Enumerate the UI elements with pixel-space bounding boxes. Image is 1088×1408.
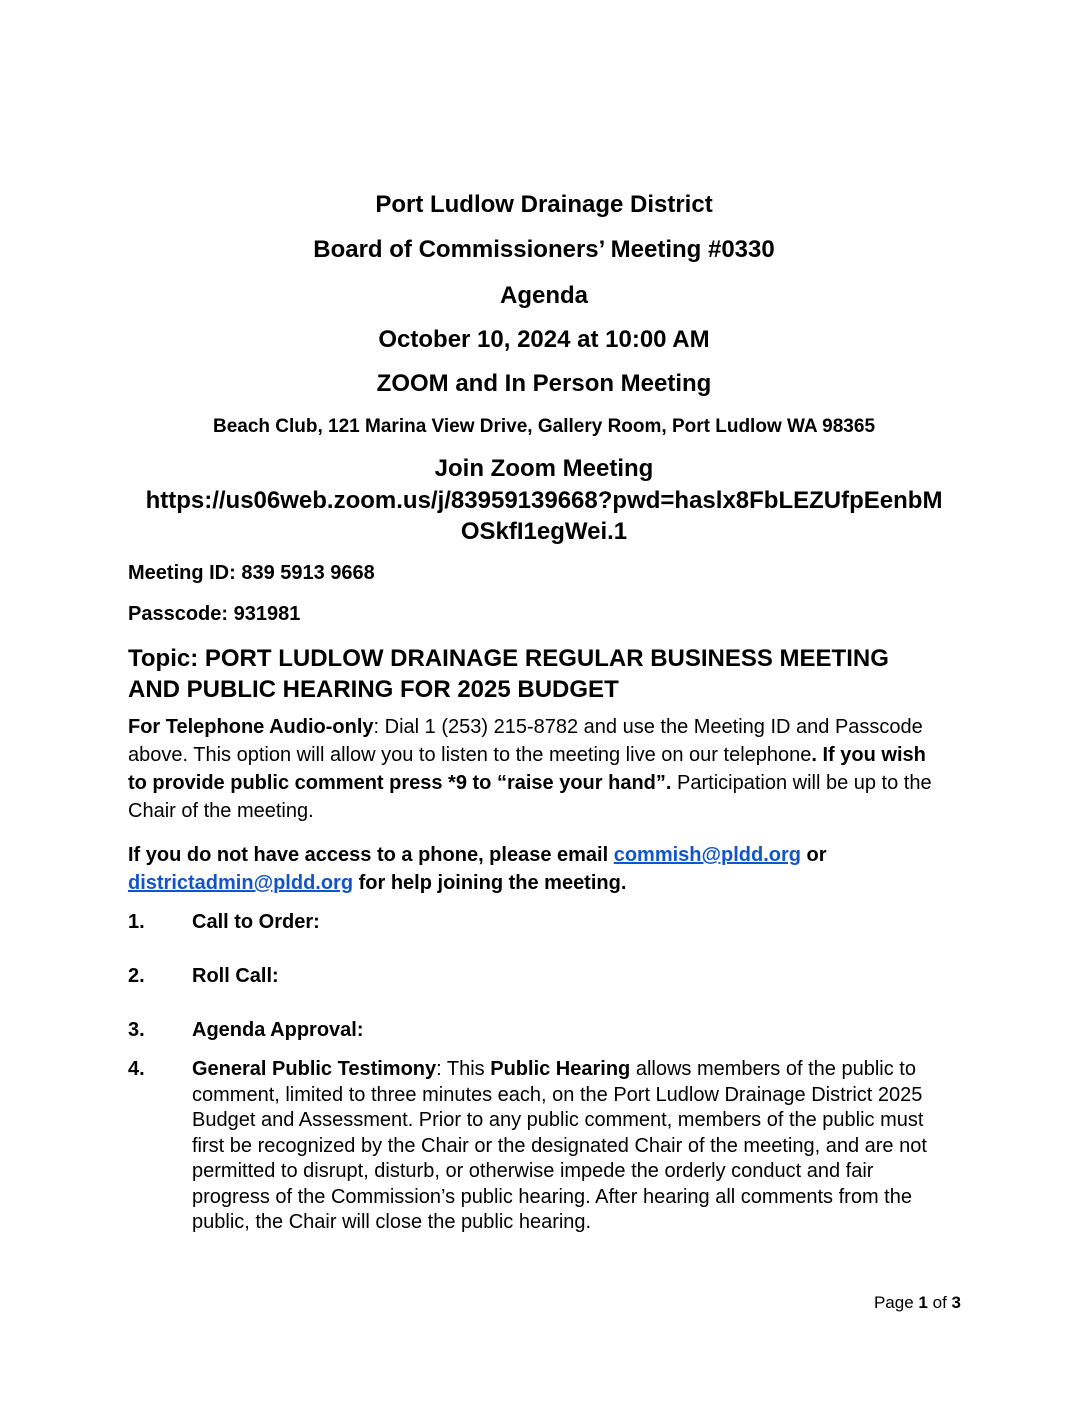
of-word: of bbox=[932, 1293, 947, 1312]
districtadmin-email-link[interactable]: districtadmin@pldd.org bbox=[128, 872, 354, 894]
doc-type-title: Agenda bbox=[499, 282, 588, 309]
public-testimony-text: : This bbox=[436, 1058, 491, 1080]
page-number: 1 bbox=[918, 1293, 928, 1312]
meeting-title: Board of Commissioners’ Meeting #0330 bbox=[313, 236, 775, 263]
telephone-label: For Telephone Audio-only bbox=[128, 716, 374, 738]
topic-line1: Topic: PORT LUDLOW DRAINAGE REGULAR BUSINESS MEETING bbox=[128, 645, 889, 672]
meeting-format: ZOOM and In Person Meeting bbox=[376, 370, 712, 397]
meeting-location: Beach Club, 121 Marina View Drive, Gallery Room, Port Ludlow WA 98365 bbox=[212, 416, 876, 437]
public-hearing-label: Public Hearing bbox=[490, 1058, 631, 1080]
telephone-participation: Participation will be up to the Chair of the meeting. bbox=[128, 772, 932, 822]
page-footer bbox=[874, 1293, 961, 1313]
topic-line2: AND PUBLIC HEARING FOR 2025 BUDGET bbox=[128, 676, 619, 703]
meeting-id: Meeting ID: 839 5913 9668 bbox=[128, 562, 375, 584]
page-total: 3 bbox=[951, 1293, 961, 1312]
agenda-item-agenda-approval: Agenda Approval: bbox=[192, 1019, 364, 1041]
public-testimony-label: General Public Testimony bbox=[192, 1058, 437, 1080]
no-phone-help: for help joining the meeting. bbox=[353, 872, 627, 894]
agenda-item-number: 3. bbox=[128, 1019, 145, 1041]
telephone-public-comment: . If you wish to provide public comment press *9 to “raise your hand”. bbox=[128, 744, 926, 794]
no-phone-or: or bbox=[801, 844, 827, 866]
zoom-url-line2[interactable]: OSkfI1egWei.1 bbox=[460, 518, 628, 545]
agenda-item-roll-call: Roll Call: bbox=[192, 965, 279, 987]
telephone-text: : Dial 1 (253) 215-8782 and use the Meeting ID and Passcode above. This option will allow you to listen to the meeting live on our telephone bbox=[128, 716, 923, 766]
agenda-item-public-testimony bbox=[192, 1057, 952, 1236]
zoom-join-label: Join Zoom Meeting bbox=[434, 455, 654, 482]
zoom-url-line1[interactable]: https://us06web.zoom.us/j/83959139668?pwd=haslx8FbLEZUfpEenbM bbox=[145, 487, 943, 514]
commish-email-link[interactable]: commish@pldd.org bbox=[613, 844, 801, 866]
no-phone-paragraph bbox=[128, 841, 948, 897]
passcode: Passcode: 931981 bbox=[128, 603, 301, 625]
agenda-item-number: 2. bbox=[128, 965, 145, 987]
page-word: Page bbox=[873, 1293, 914, 1312]
telephone-paragraph bbox=[128, 713, 948, 825]
meeting-datetime: October 10, 2024 at 10:00 AM bbox=[378, 326, 710, 353]
org-title: Port Ludlow Drainage District bbox=[375, 191, 713, 218]
no-phone-text: If you do not have access to a phone, please email bbox=[128, 844, 614, 866]
topic-heading bbox=[128, 643, 968, 705]
agenda-item-number: 1. bbox=[128, 911, 145, 933]
agenda-item-number: 4. bbox=[128, 1058, 145, 1080]
public-hearing-text: allows members of the public to comment, limited to three minutes each, on the Port Ludlow Drainage District 2025 Budget and Assessment. Prior to any public comment, members of the public must first be recognized by the Chair or the designated Chair of the meeting, and are not permitted to disrupt, disturb, or otherwise impede the orderly conduct and fair progress of the Commission’s public hearing. After hearing all comments from the public, the Chair will close the public hearing. bbox=[192, 1058, 927, 1233]
agenda-item-call-to-order: Call to Order: bbox=[192, 911, 320, 933]
